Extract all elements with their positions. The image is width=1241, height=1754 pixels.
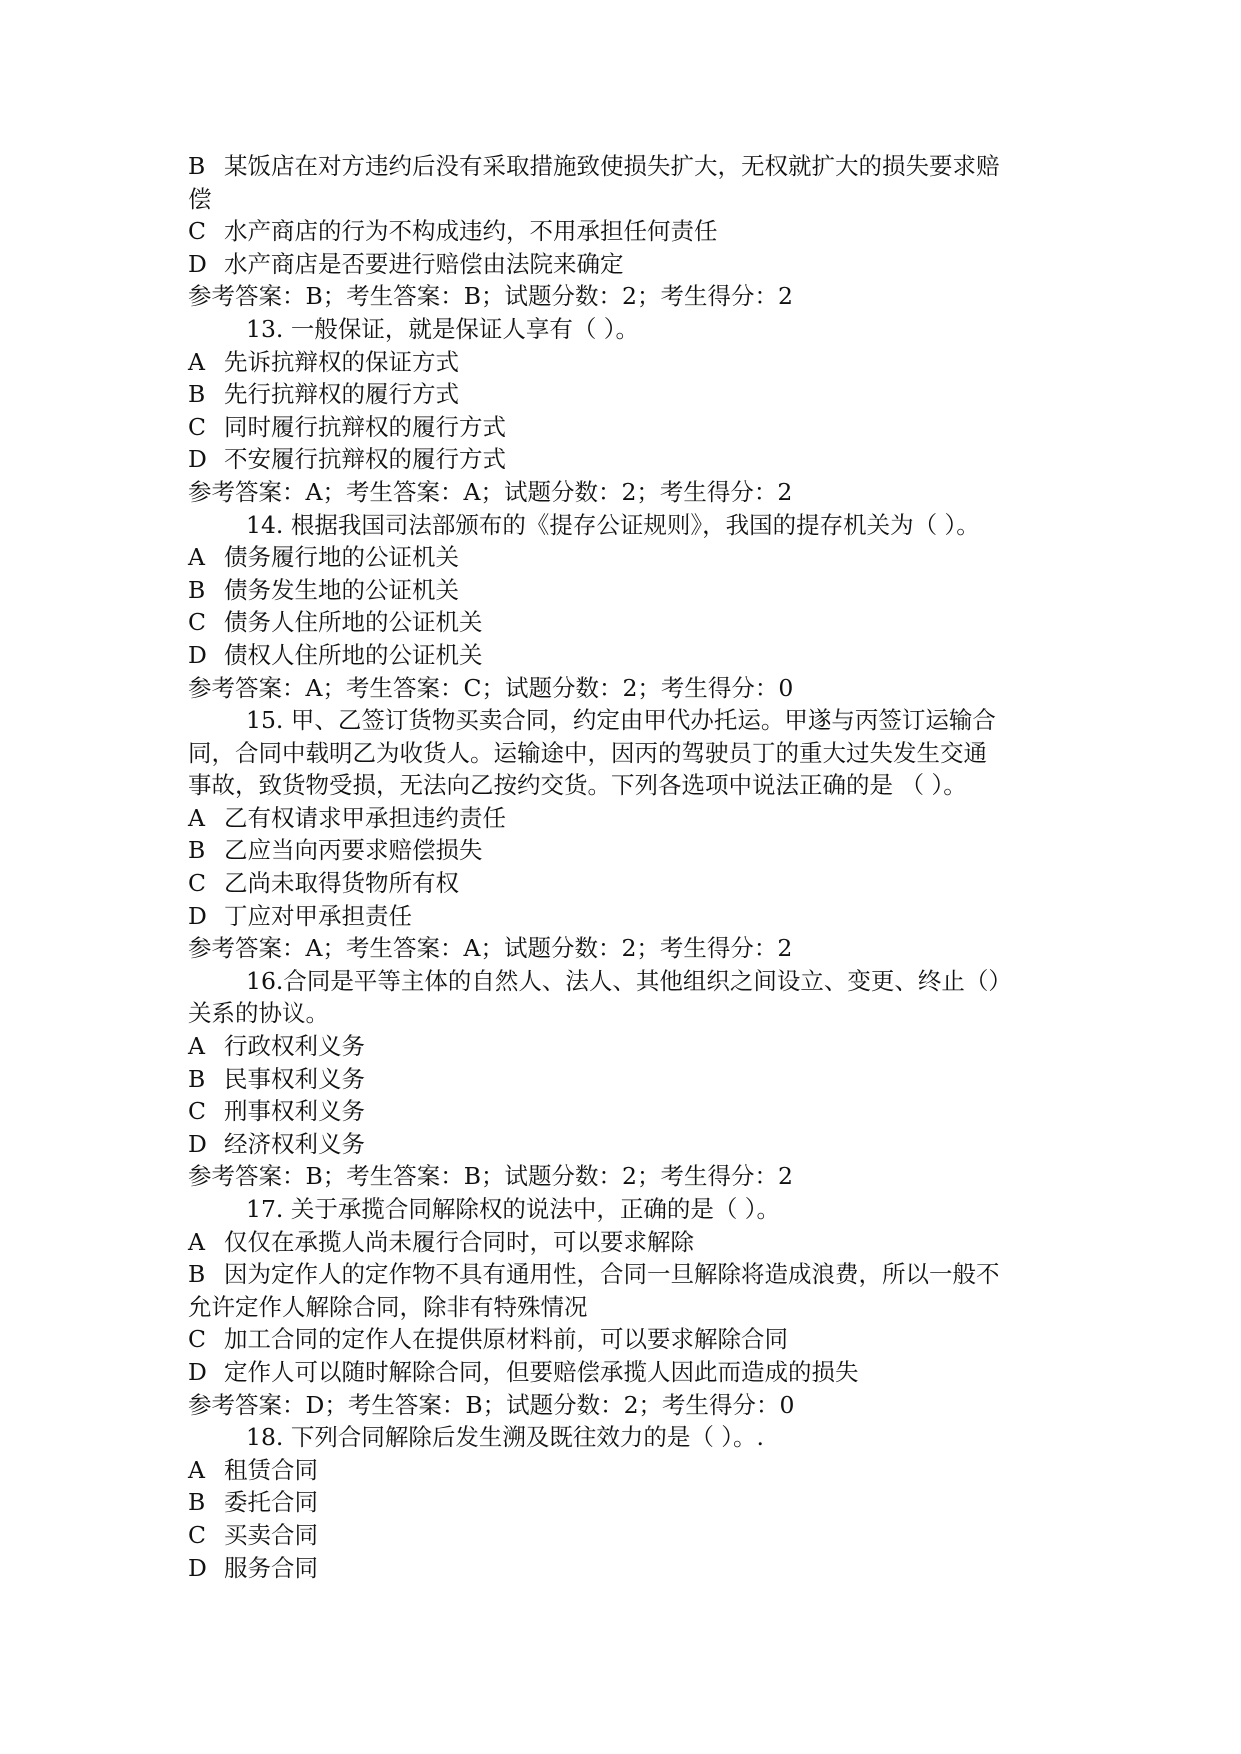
option-letter: C xyxy=(188,608,206,637)
option-letter: B xyxy=(188,1260,206,1289)
option-text: 乙有权请求甲承担违约责任 xyxy=(224,803,506,832)
option-text: 服务合同 xyxy=(224,1553,318,1582)
option-text: 债务发生地的公证机关 xyxy=(224,575,459,604)
q18-option-c xyxy=(188,1519,1068,1552)
q16-option-b xyxy=(188,1063,1068,1096)
option-text: 水产商店的行为不构成违约，不用承担任何责任 xyxy=(224,217,718,246)
question-stem: 同，合同中载明乙为收货人。运输途中，因丙的驾驶员丁的重大过失发生交通 xyxy=(188,738,987,767)
option-text: 某饭店在对方违约后没有采取措施致使损失扩大，无权就扩大的损失要求赔 xyxy=(224,152,1000,180)
option-text: 先行抗辩权的履行方式 xyxy=(224,380,459,409)
option-letter: D xyxy=(188,1357,207,1386)
q14-option-a xyxy=(188,541,1068,574)
option-text: 经济权利义务 xyxy=(224,1129,365,1158)
option-text: 因为定作人的定作物不具有通用性，合同一旦解除将造成浪费，所以一般不 xyxy=(224,1260,1000,1289)
q14-option-b xyxy=(188,574,1068,607)
option-text: 同时履行抗辩权的履行方式 xyxy=(224,412,506,441)
option-text: 租赁合同 xyxy=(224,1455,318,1484)
question-stem: 18. 下列合同解除后发生溯及既往效力的是（ ）。. xyxy=(246,1423,765,1452)
option-text: 行政权利义务 xyxy=(224,1032,365,1061)
option-text: 偿 xyxy=(188,184,212,213)
option-letter: A xyxy=(188,347,205,376)
option-letter: D xyxy=(188,249,207,278)
q17-option-a xyxy=(188,1226,1068,1259)
option-text: 债权人住所地的公证机关 xyxy=(224,640,483,669)
q13-option-d xyxy=(188,443,1068,476)
option-text: 乙尚未取得货物所有权 xyxy=(224,869,459,898)
option-text: 民事权利义务 xyxy=(224,1064,365,1093)
option-letter: A xyxy=(188,1455,205,1484)
q17-option-b-cont xyxy=(188,1291,1068,1324)
answer-line: 参考答案：B；考生答案：B；试题分数：2；考生得分：2 xyxy=(188,1162,793,1191)
option-text: 定作人可以随时解除合同，但要赔偿承揽人因此而造成的损失 xyxy=(224,1357,859,1386)
q15-option-c xyxy=(188,867,1068,900)
q12-option-b-cont xyxy=(188,183,1068,216)
option-letter: C xyxy=(188,217,206,246)
q12-option-d xyxy=(188,248,1068,281)
option-letter: B xyxy=(188,380,206,409)
option-letter: A xyxy=(188,1227,205,1256)
q13-option-a xyxy=(188,346,1068,379)
q16-option-d xyxy=(188,1128,1068,1161)
q15-option-b xyxy=(188,834,1068,867)
question-stem: 15. 甲、乙签订货物买卖合同，约定由甲代办托运。甲遂与丙签订运输合 xyxy=(246,706,996,735)
q12-option-b xyxy=(188,150,1068,183)
option-letter: B xyxy=(188,1064,206,1093)
option-letter: C xyxy=(188,1325,206,1354)
option-letter: C xyxy=(188,1520,206,1549)
q16-option-a xyxy=(188,1030,1068,1063)
question-stem: 16.合同是平等主体的自然人、法人、其他组织之间设立、变更、终止（） xyxy=(246,966,1012,995)
q13-option-b xyxy=(188,378,1068,411)
option-text: 债务履行地的公证机关 xyxy=(224,543,459,572)
q18-option-d xyxy=(188,1552,1068,1585)
option-text: 债务人住所地的公证机关 xyxy=(224,608,483,637)
option-letter: A xyxy=(188,1032,205,1061)
q18-option-a xyxy=(188,1454,1068,1487)
option-text: 允许定作人解除合同，除非有特殊情况 xyxy=(188,1292,588,1321)
option-text: 加工合同的定作人在提供原材料前，可以要求解除合同 xyxy=(224,1325,788,1354)
option-text: 仅仅在承揽人尚未履行合同时，可以要求解除 xyxy=(224,1227,694,1256)
option-letter: A xyxy=(188,803,205,832)
question-stem: 13. 一般保证，就是保证人享有（ ）。 xyxy=(246,314,640,343)
q17-option-b xyxy=(188,1258,1068,1291)
answer-line: 参考答案：A；考生答案：A；试题分数：2；考生得分：2 xyxy=(188,477,793,506)
option-letter: A xyxy=(188,543,205,572)
q12-option-c xyxy=(188,215,1068,248)
option-text: 刑事权利义务 xyxy=(224,1097,365,1126)
option-letter: C xyxy=(188,869,206,898)
option-text: 乙应当向丙要求赔偿损失 xyxy=(224,836,483,865)
option-letter: D xyxy=(188,1129,207,1158)
answer-line: 参考答案：A；考生答案：A；试题分数：2；考生得分：2 xyxy=(188,934,793,963)
q15-option-d xyxy=(188,900,1068,933)
option-text: 不安履行抗辩权的履行方式 xyxy=(224,445,506,474)
option-letter: D xyxy=(188,445,207,474)
option-letter: C xyxy=(188,412,206,441)
option-letter: B xyxy=(188,1488,206,1517)
question-stem: 14. 根据我国司法部颁布的《提存公证规则》，我国的提存机关为（ ）。 xyxy=(246,510,980,539)
answer-line: 参考答案：B；考生答案：B；试题分数：2；考生得分：2 xyxy=(188,282,793,311)
q13-option-c xyxy=(188,411,1068,444)
option-text: 委托合同 xyxy=(224,1488,318,1517)
option-text: 先诉抗辩权的保证方式 xyxy=(224,347,459,376)
option-text: 买卖合同 xyxy=(224,1520,318,1549)
option-letter: D xyxy=(188,1553,207,1582)
q14-option-c xyxy=(188,606,1068,639)
q17-option-d xyxy=(188,1356,1068,1389)
q14-option-d xyxy=(188,639,1068,672)
option-letter: D xyxy=(188,901,207,930)
q18-option-b xyxy=(188,1486,1068,1519)
q17-option-c xyxy=(188,1323,1068,1356)
option-text: 丁应对甲承担责任 xyxy=(224,901,412,930)
question-stem: 关系的协议。 xyxy=(188,999,329,1028)
answer-line: 参考答案：D；考生答案：B；试题分数：2；考生得分：0 xyxy=(188,1390,795,1419)
option-letter: C xyxy=(188,1097,206,1126)
option-letter: B xyxy=(188,836,206,865)
option-text: 水产商店是否要进行赔偿由法院来确定 xyxy=(224,249,624,278)
exam-page xyxy=(188,150,1068,1584)
answer-line: 参考答案：A；考生答案：C；试题分数：2；考生得分：0 xyxy=(188,673,794,702)
q15-option-a xyxy=(188,802,1068,835)
question-stem: 事故，致货物受损，无法向乙按约交货。下列各选项中说法正确的是 （ ）。 xyxy=(188,771,967,800)
option-letter: B xyxy=(188,152,206,180)
q16-option-c xyxy=(188,1095,1068,1128)
option-letter: B xyxy=(188,575,206,604)
question-stem: 17. 关于承揽合同解除权的说法中，正确的是（ ）。 xyxy=(246,1195,781,1223)
option-letter: D xyxy=(188,640,207,669)
